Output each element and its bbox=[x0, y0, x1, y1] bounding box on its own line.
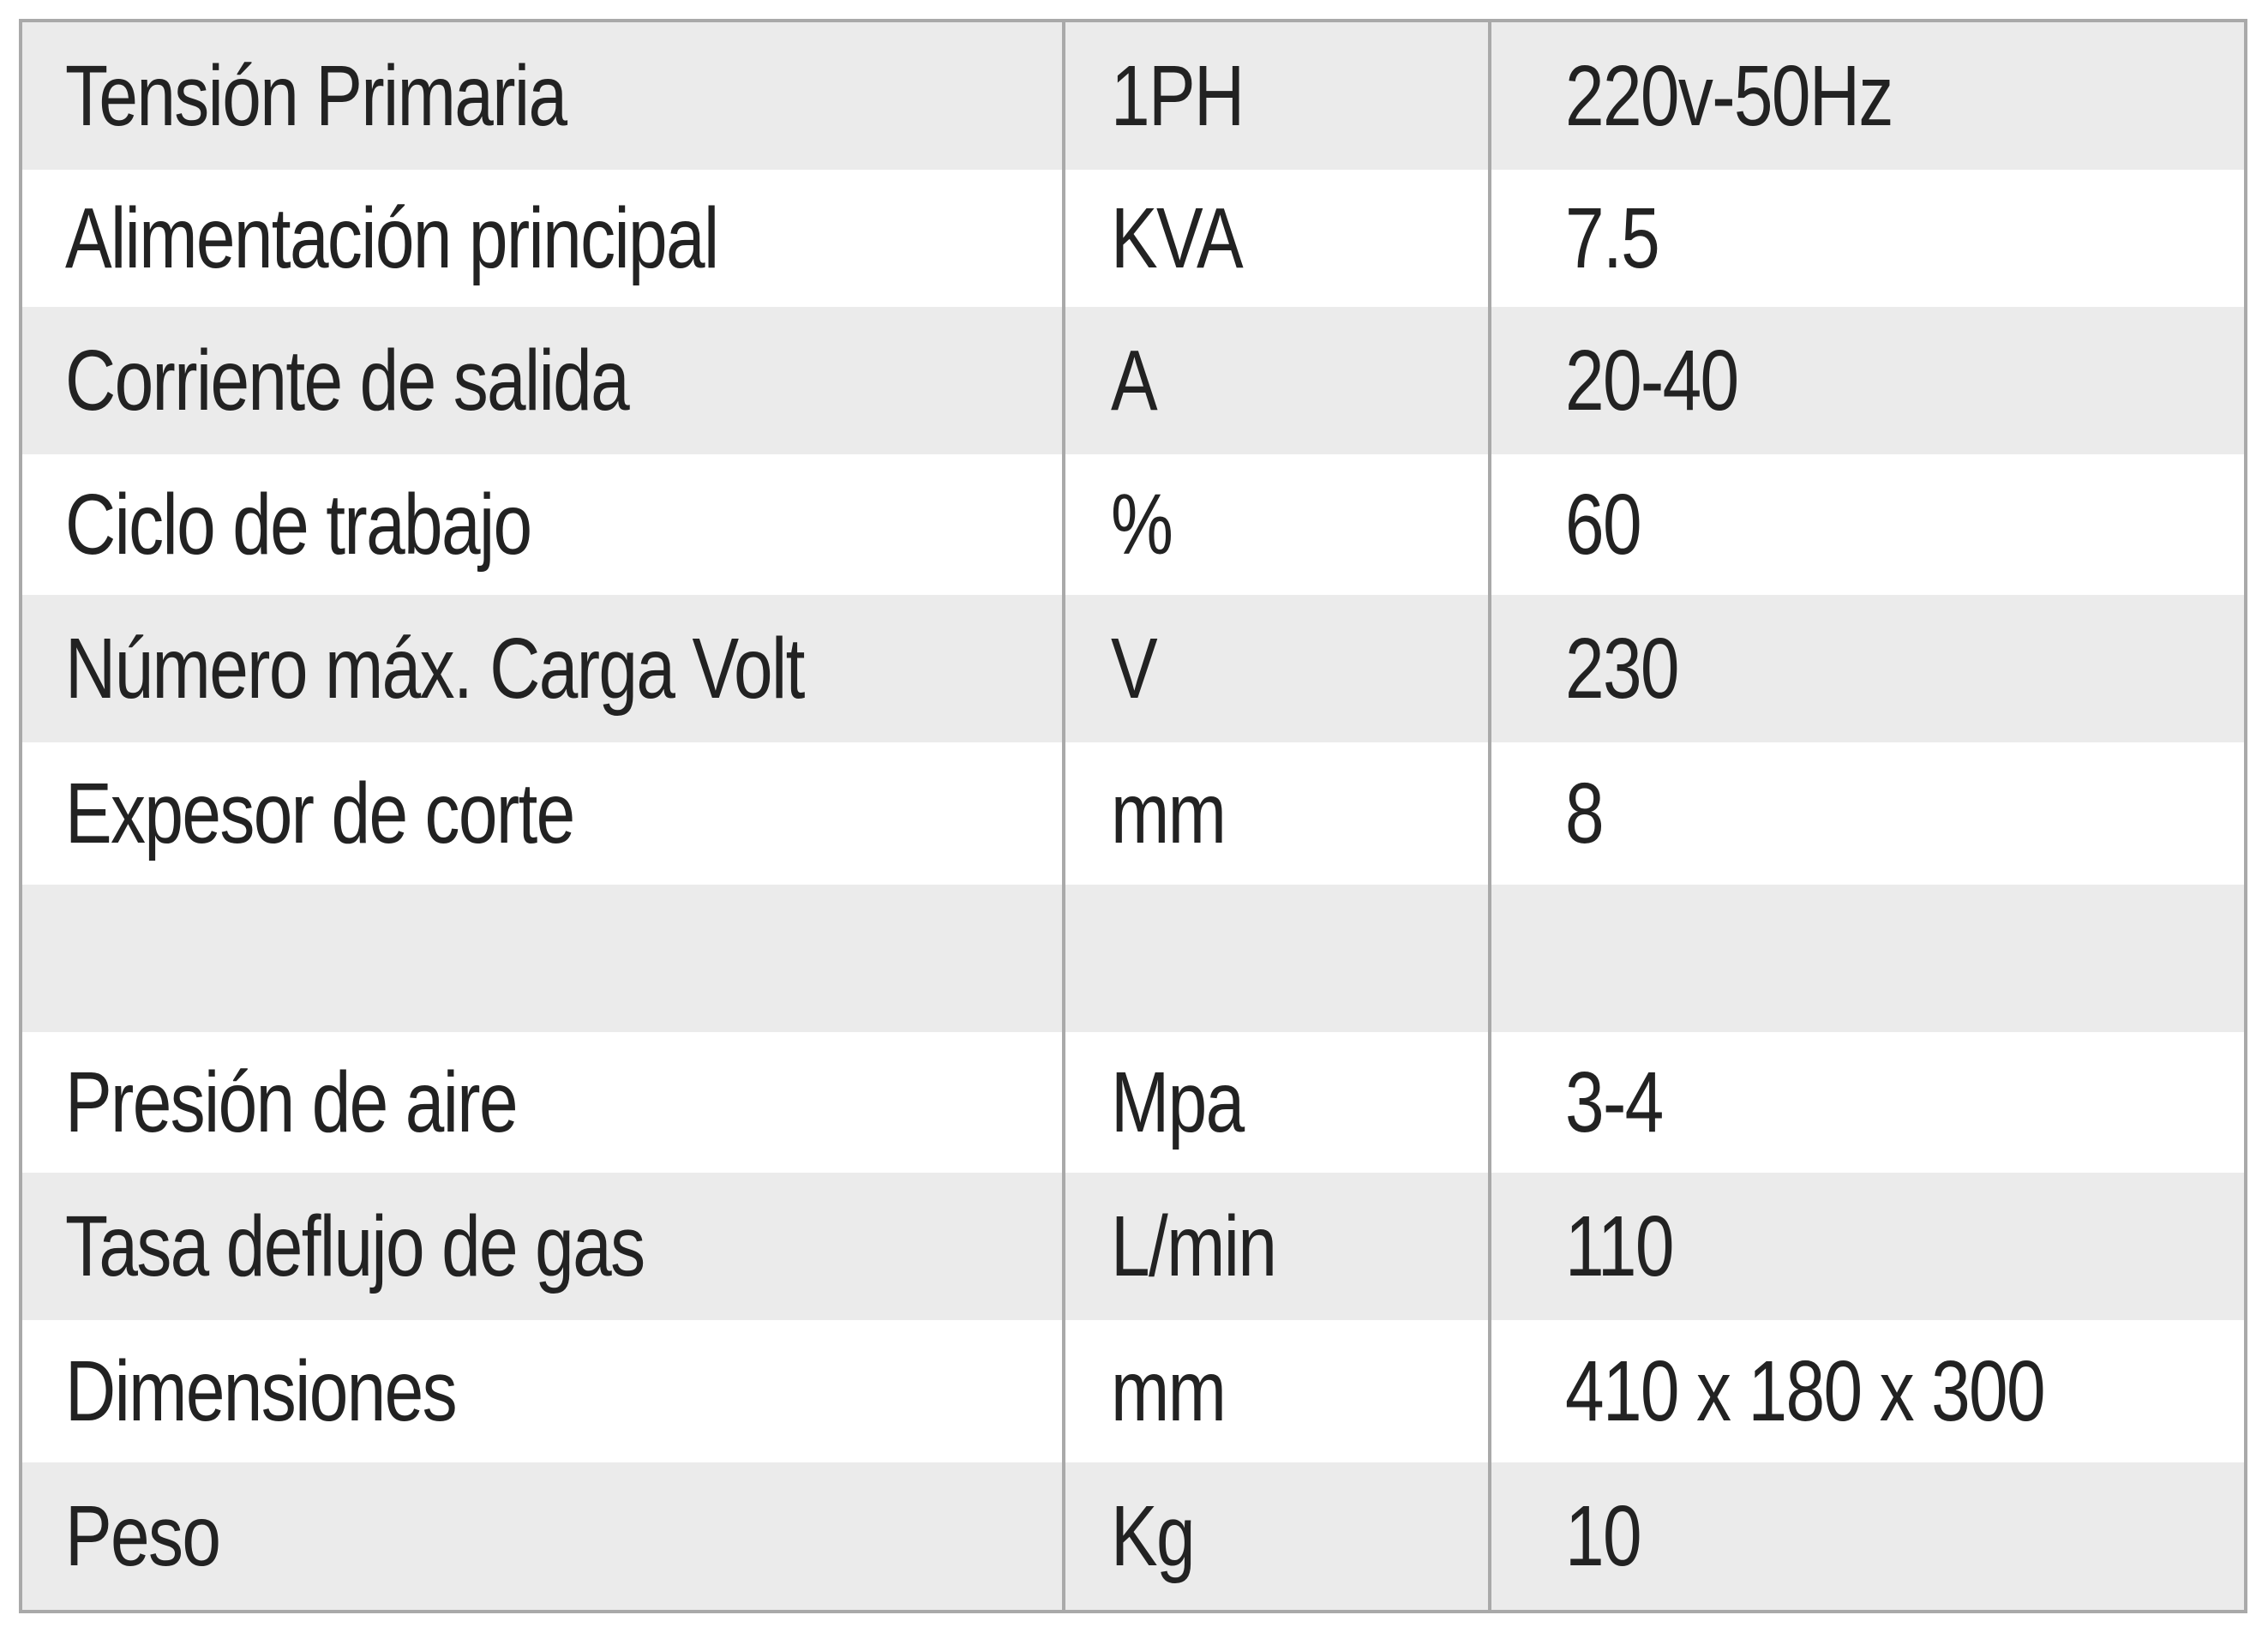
table-row bbox=[22, 1032, 2244, 1173]
row-unit: Mpa bbox=[1111, 1054, 1244, 1150]
row-label: Corriente de salida bbox=[65, 332, 629, 429]
row-unit: Kg bbox=[1111, 1487, 1195, 1584]
table-row bbox=[22, 170, 2244, 307]
row-unit: 1PH bbox=[1111, 47, 1244, 144]
row-value: 7.5 bbox=[1565, 189, 1659, 286]
row-label: Tensión Primaria bbox=[65, 47, 567, 144]
table-row bbox=[22, 1320, 2244, 1462]
row-unit: A bbox=[1111, 332, 1157, 429]
row-value: 220v-50Hz bbox=[1565, 47, 1893, 144]
row-label: Presión de aire bbox=[65, 1054, 517, 1150]
table-row bbox=[22, 1462, 2244, 1610]
row-unit: L/min bbox=[1111, 1198, 1276, 1294]
table-row bbox=[22, 1173, 2244, 1320]
row-label: Dimensiones bbox=[65, 1342, 456, 1439]
row-unit: V bbox=[1111, 620, 1157, 717]
row-unit: KVA bbox=[1111, 189, 1243, 286]
row-value: 110 bbox=[1565, 1198, 1673, 1294]
row-label: Número máx. Carga Volt bbox=[65, 620, 804, 717]
spec-table bbox=[19, 19, 2247, 1613]
row-value: 8 bbox=[1565, 765, 1603, 862]
table-row bbox=[22, 454, 2244, 595]
table-row bbox=[22, 595, 2244, 742]
table-row-empty bbox=[22, 885, 2244, 1032]
column-divider bbox=[1062, 22, 1065, 1610]
row-unit: % bbox=[1111, 476, 1173, 573]
row-label: Alimentación principal bbox=[65, 189, 718, 286]
row-value: 20-40 bbox=[1565, 332, 1738, 429]
row-label: Ciclo de trabajo bbox=[65, 476, 531, 573]
row-label: Peso bbox=[65, 1487, 220, 1584]
table-row bbox=[22, 742, 2244, 885]
row-unit: mm bbox=[1111, 1342, 1226, 1439]
table-row bbox=[22, 307, 2244, 454]
table-row bbox=[22, 22, 2244, 170]
row-value: 60 bbox=[1565, 476, 1641, 573]
row-label: Expesor de corte bbox=[65, 765, 574, 862]
row-value: 230 bbox=[1565, 620, 1678, 717]
row-value: 410 x 180 x 300 bbox=[1565, 1342, 2044, 1439]
column-divider bbox=[1488, 22, 1491, 1610]
row-value: 3-4 bbox=[1565, 1054, 1663, 1150]
row-value: 10 bbox=[1565, 1487, 1641, 1584]
row-unit: mm bbox=[1111, 765, 1226, 862]
row-label: Tasa deflujo de gas bbox=[65, 1198, 645, 1294]
